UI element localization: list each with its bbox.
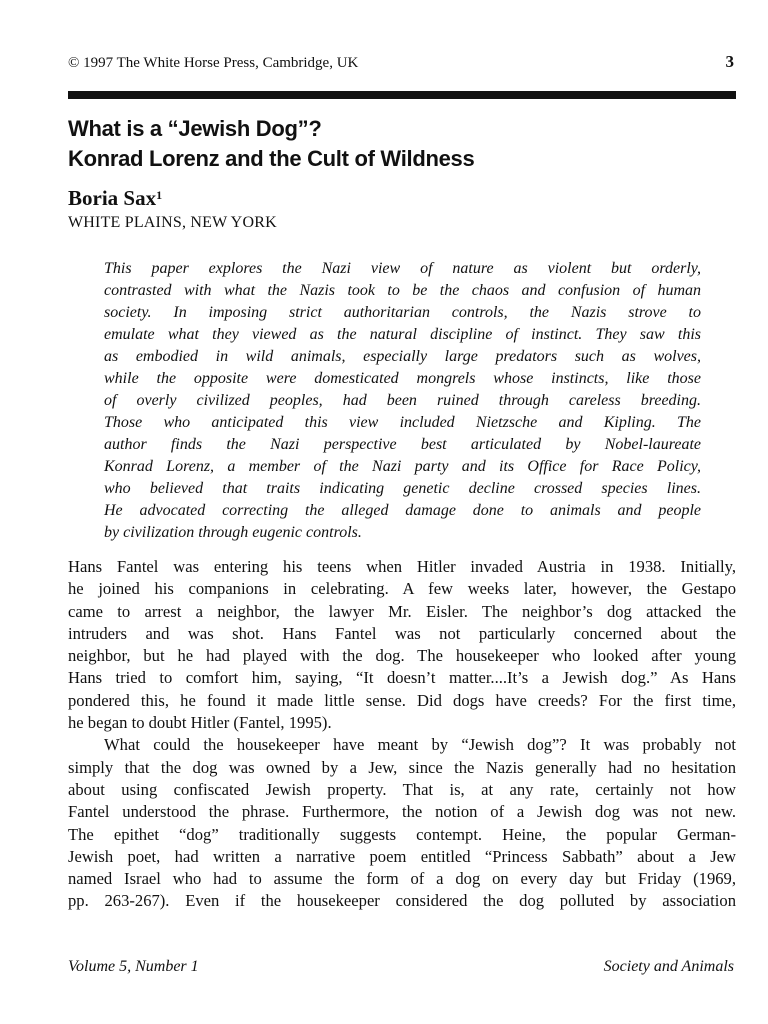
paragraph-2-line: named Israel who had to assume the form of a dog on every day but Friday (1969, — [68, 869, 736, 889]
abstract-line: emulate what they viewed as the natural discipline of instinct. They saw this — [104, 326, 701, 343]
paragraph-2-line: Jewish poet, had written a narrative poem entitled “Princess Sabbath” about a Jew — [68, 846, 736, 866]
header-rule — [68, 91, 736, 99]
paragraph-1-line: Hans Fantel was entering his teens when Hitler invaded Austria in 1938. Initially, — [68, 557, 736, 576]
abstract-line: contrasted with what the Nazis took to be the chaos and confusion of human — [104, 282, 701, 299]
body-text — [68, 556, 736, 913]
abstract-line: while the opposite were domesticated mongrels whose instincts, like those — [104, 370, 701, 387]
abstract-line: as embodied in wild animals, especially large predators such as wolves, — [104, 348, 701, 365]
author-name — [68, 186, 162, 211]
journal-name: Society and Animals — [603, 958, 734, 975]
abstract — [104, 258, 701, 544]
abstract-line: of overly civilized peoples, had been ruined through careless breeding. — [104, 392, 701, 409]
abstract-line: society. In imposing strict authoritarian controls, the Nazis strove to — [104, 304, 701, 321]
paragraph-1-line: he began to doubt Hitler (Fantel, 1995). — [68, 713, 332, 733]
running-footer — [68, 958, 734, 976]
paragraph-2-line: The epithet “dog” traditionally suggests contempt. Heine, the popular German- — [68, 824, 736, 844]
abstract-line: Those who anticipated this view included Nietzsche and Kipling. The — [104, 414, 701, 431]
paragraph-1-line: Hans tried to comfort him, saying, “It doesn’t matter....It’s a Jewish dog.” As Hans — [68, 668, 736, 688]
abstract-line: by civilization through eugenic controls. — [104, 524, 362, 541]
page-number: 3 — [725, 52, 734, 71]
paragraph-1-line: he joined his companions in celebrating. A few weeks later, however, the Gestapo — [68, 579, 736, 599]
author-name-text: Boria Sax — [68, 186, 157, 210]
paragraph-2-line: pp. 263-267). Even if the housekeeper considered the dog polluted by association — [68, 891, 736, 911]
title-line-2: Konrad Lorenz and the Cult of Wildness — [68, 146, 475, 171]
paragraph-2-line: about using confiscated Jewish property. That is, at any rate, certainly not how — [68, 779, 736, 799]
abstract-line: author finds the Nazi perspective best articulated by Nobel-laureate — [104, 436, 701, 453]
author-footnote-marker: 1 — [156, 188, 163, 202]
author-affiliation: WHITE PLAINS, NEW YORK — [68, 214, 277, 231]
volume-issue: Volume 5, Number 1 — [68, 958, 199, 975]
abstract-line: He advocated correcting the alleged damage done to animals and people — [104, 502, 701, 519]
copyright-notice: © 1997 The White Horse Press, Cambridge, UK — [68, 55, 359, 71]
paragraph-2-line: Fantel understood the phrase. Furthermore, the notion of a Jewish dog was not new. — [68, 802, 736, 822]
paragraph-2-line: What could the housekeeper have meant by “Jewish dog”? It was probably not — [104, 735, 736, 755]
article-title — [68, 114, 734, 174]
paragraph-2-line: simply that the dog was owned by a Jew, since the Nazis generally had no hesitation — [68, 757, 736, 777]
running-head — [68, 52, 734, 72]
paragraph-1-line: intruders and was shot. Hans Fantel was not particularly concerned about the — [68, 623, 736, 643]
paragraph-1-line: neighbor, but he had played with the dog. The housekeeper who looked after young — [68, 646, 736, 666]
paragraph-1-line: pondered this, he found it made little sense. Did dogs have creeds? For the first time, — [68, 690, 736, 710]
paragraph-1-line: came to arrest a neighbor, the lawyer Mr. Eisler. The neighbor’s dog attacked the — [68, 601, 736, 621]
abstract-line: who believed that traits indicating genetic decline crossed species lines. — [104, 480, 701, 497]
abstract-line: Konrad Lorenz, a member of the Nazi party and its Office for Race Policy, — [104, 458, 701, 475]
abstract-line: This paper explores the Nazi view of nature as violent but orderly, — [104, 260, 701, 277]
title-line-1: What is a “Jewish Dog”? — [68, 116, 322, 141]
